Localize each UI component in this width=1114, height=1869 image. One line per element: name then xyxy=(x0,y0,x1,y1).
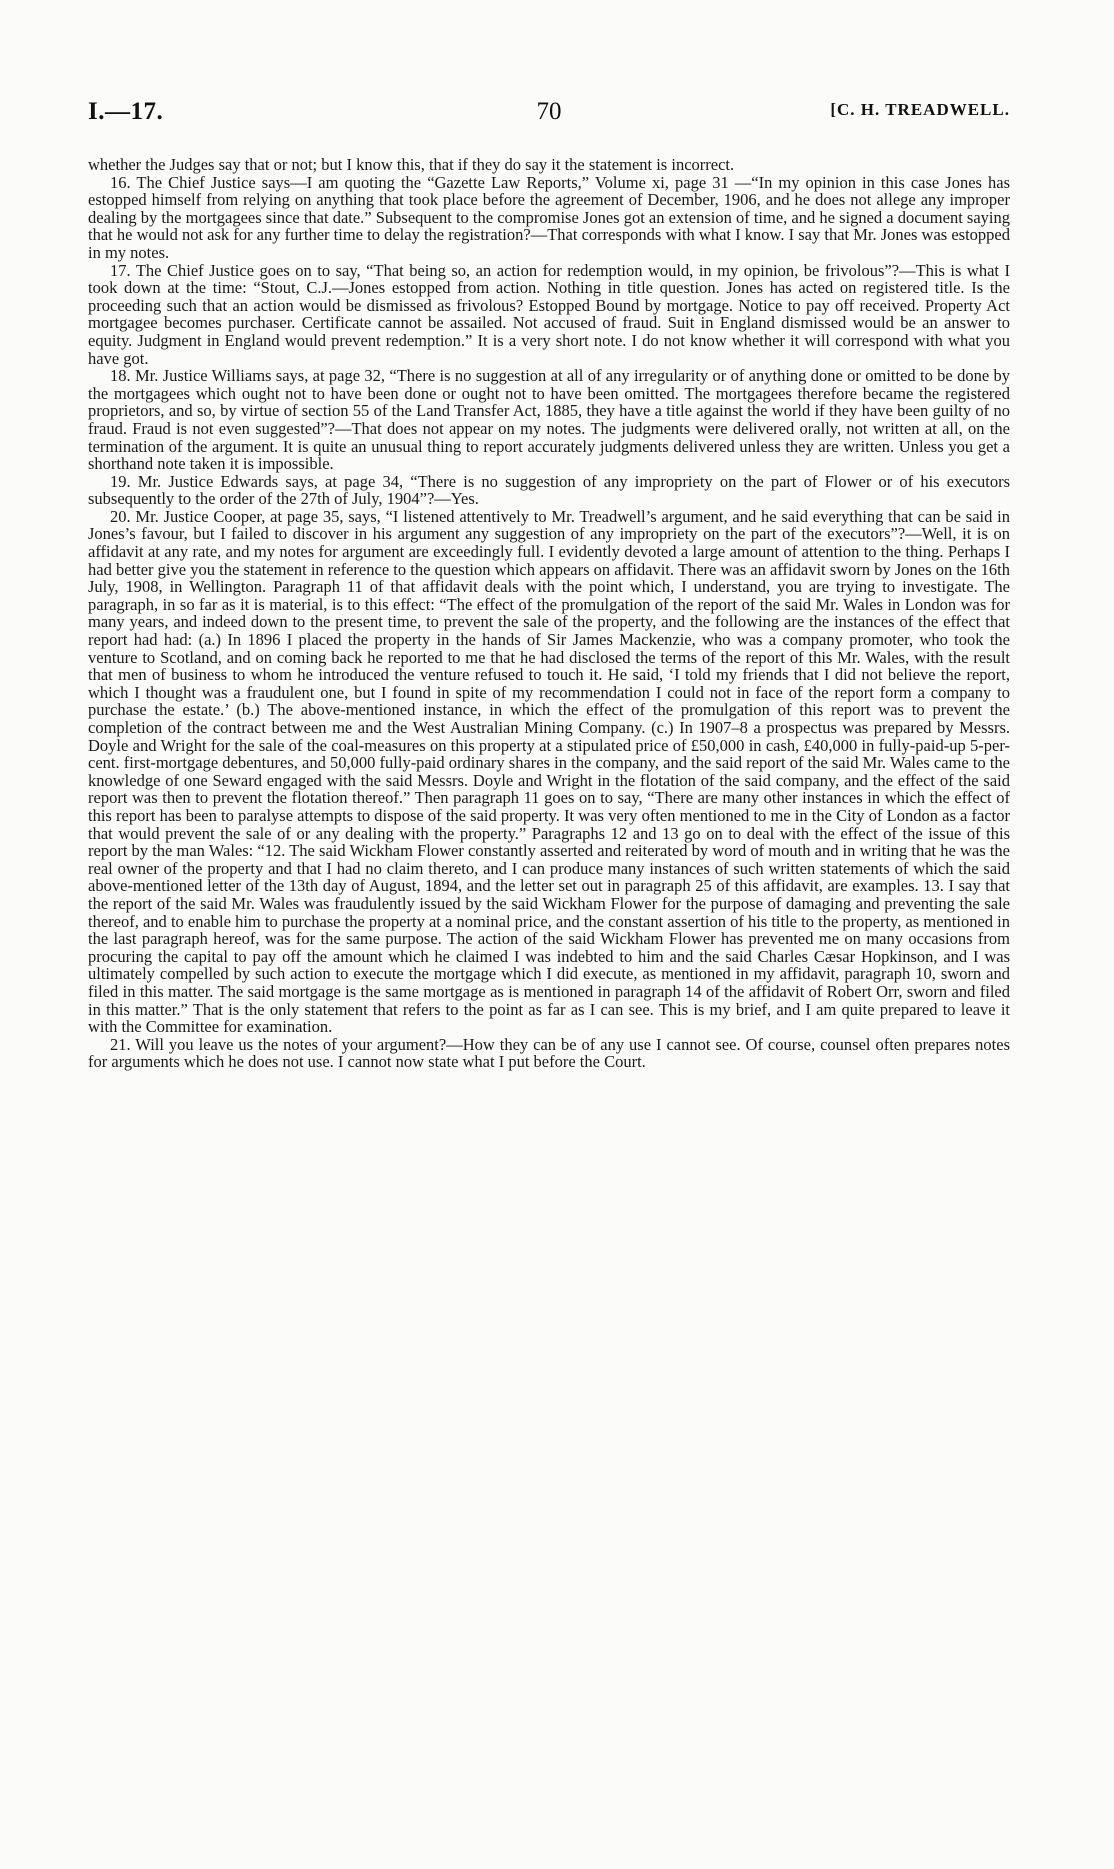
paragraph-18: 18. Mr. Justice Williams says, at page 32, “There is no suggestion at all of any irregularity or of anything done or omitted to be done by the mortgagees which ought not to have been done or ought not to have been omitted. The mortgagees therefore became the registered proprietors, and so, by virtue of section 55 of the Land Transfer Act, 1885, they have a title against the world if they have been guilty of no fraud. Fraud is not even suggested”?—That does not appear on my notes. The judgments were delivered orally, not written at all, on the termination of the argument. It is quite an unusual thing to report accurately judgments delivered unless they are written. Unless you get a shorthand note taken it is impossible. xyxy=(88,366,1010,474)
parliamentary-paper-reference: I.—17. xyxy=(88,98,164,125)
paragraph-17: 17. The Chief Justice goes on to say, “That being so, an action for redemption would, in my opinion, be frivolous”?—This is what I took down at the time: “Stout, C.J.—Jones estopped from action. Nothing in title question. Jones has acted on registered title. Is the proceeding such that an action would be dismissed as frivolous? Estopped Bound by mortgage. Notice to pay off received. Property Act mortgagee becomes purchaser. Certificate cannot be assailed. Not accused of fraud. Suit in England dismissed would be an answer to equity. Judgment in England would prevent redemption.” It is a very short note. I do not know whether it will correspond with what you have got. xyxy=(88,260,1010,368)
paragraph-16: 16. The Chief Justice says—I am quoting the “Gazette Law Reports,” Volume xi, page 31 —“In my opinion in this case Jones has estopped himself from relying on anything that took place before the agreement of December, 1906, and he does not allege any improper dealing by the mortgagees since that date.” Subsequent to the compromise Jones got an extension of time, and he signed a document saying that he would not ask for any further time to delay the registration?—That corresponds with what I know. I say that Mr. Jones was estopped in my notes. xyxy=(88,172,1010,262)
paragraph-20: 20. Mr. Justice Cooper, at page 35, says, “I listened attentively to Mr. Treadwell’s argument, and he said everything that can be said in Jones’s favour, but I failed to discover in his argument any suggestion of any impropriety on the part of the executors”?—Well, it is on affidavit at any rate, and my notes for argument are exceedingly full. I evidently devoted a large amount of attention to the thing. Perhaps I had better give you the statement in reference to the question which appears on affidavit. There was an affidavit sworn by Jones on the 16th July, 1908, in Wellington. Paragraph 11 of that affidavit deals with the point which, I understand, you are trying to investigate. The paragraph, in so far as it is material, is to this effect: “The effect of the promulgation of the report of the said Mr. Wales in London was for many years, and indeed down to the present time, to prevent the sale of the property, and the following are the instances of the effect that report had had: (a.) In 1896 I placed the property in the hands of Sir James Mackenzie, who was a company promoter, who took the venture to Scotland, and on coming back he reported to me that he had disclosed the terms of the report of this Mr. Wales, with the result that men of business to whom he introduced the venture refused to touch it. He said, ‘I told my friends that I did not believe the report, which I thought was a fraudulent one, but I found in spite of my recommendation I could not in face of the report form a company to purchase the estate.’ (b.) The above-mentioned instance, in which the effect of the promulgation of this report was to prevent the completion of the contract between me and the West Australian Mining Company. (c.) In 1907–8 a prospectus was prepared by Messrs. Doyle and Wright for the sale of the coal-measures on this property at a stipulated price of £50,000 in cash, £40,000 in fully-paid-up 5-per-cent. first-mortgage debentures, and 50,000 fully-paid ordinary shares in the company, and the said report of the said Mr. Wales came to the knowledge of one Seward engaged with the said Messrs. Doyle and Wright in the flotation of the said company, and the effect of the said report was then to prevent the flotation thereof.” Then paragraph 11 goes on to say, “There are many other instances in which the effect of this report has been to paralyse attempts to dispose of the said property. It was very often mentioned to me in the City of London as a factor that would prevent the sale of or any dealing with the property.” Paragraphs 12 and 13 go on to deal with the effect of the issue of this report by the man Wales: “12. The said Wickham Flower constantly asserted and reiterated by word of mouth and in writing that he was the real owner of the property and that I had no claim thereto, and I can produce many instances of such written statements of which the said above-mentioned letter of the 13th day of August, 1894, and the letter set out in paragraph 25 of this affidavit, are examples. 13. I say that the report of the said Mr. Wales was fraudulently issued by the said Wickham Flower for the purpose of damaging and preventing the sale thereof, and to enable him to purchase the property at a nominal price, and the constant assertion of his title to the property, as mentioned in the last paragraph hereof, was for the same purpose. The action of the said Wickham Flower has prevented me on many occasions from procuring the capital to pay off the amount which he claimed I was indebted to him and the said Charles Cæsar Hopkinson, and I was ultimately compelled by such action to execute the mortgage which I did execute, as mentioned in my affidavit, paragraph 10, sworn and filed in this matter. The said mortgage is the same mortgage as is mentioned in paragraph 14 of the affidavit of Robert Orr, sworn and filed in this matter.” That is the only statement that refers to the point as far as I can see. This is my brief, and I am quite prepared to leave it with the Committee for examination. xyxy=(88,506,1010,1037)
page-header xyxy=(88,98,1010,132)
paragraph-19: 19. Mr. Justice Edwards says, at page 34, “There is no suggestion of any impropriety on the part of Flower or of his executors subsequently to the order of the 27th of July, 1904”?—Yes. xyxy=(88,471,1010,509)
paragraph-21: 21. Will you leave us the notes of your argument?—How they can be of any use I cannot see. Of course, counsel often prepares notes for arguments which he does not use. I cannot now state what I put before the Court. xyxy=(88,1034,1010,1072)
witness-name-header: [C. H. TREADWELL. xyxy=(830,100,1010,119)
paragraph-continuation: whether the Judges say that or not; but I know this, that if they do say it the statement is incorrect. xyxy=(88,155,735,174)
page-number: 70 xyxy=(536,98,562,125)
page-body-text xyxy=(88,156,1010,1071)
